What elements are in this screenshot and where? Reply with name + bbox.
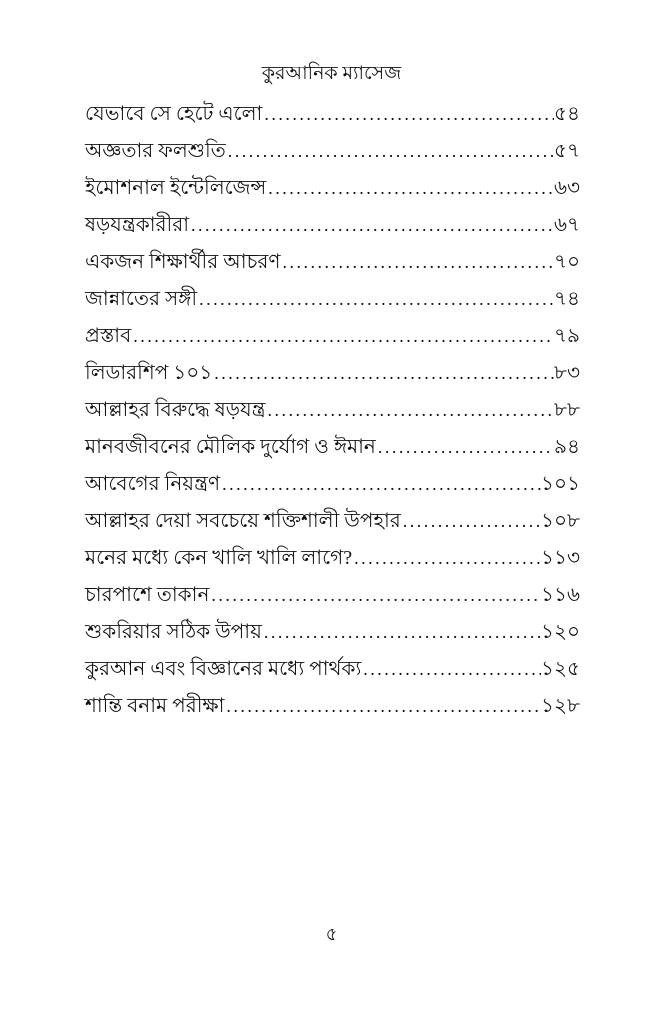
toc-entry — [85, 251, 580, 274]
toc-entry — [85, 399, 580, 422]
dot-leader — [265, 399, 554, 422]
toc-entry-title: প্রস্তাব — [85, 325, 132, 347]
toc-entry-title: লিডারশিপ ১০১ — [85, 362, 213, 384]
dot-leader — [281, 251, 554, 274]
toc-entry-page: ৫৭ — [554, 140, 580, 162]
toc-entry-title: মানবজীবনের মৌলিক দুর্যোগ ও ঈমান — [85, 436, 376, 458]
dot-leader — [226, 140, 554, 163]
dot-leader — [361, 658, 541, 681]
toc-entry — [85, 658, 580, 681]
toc-entry — [85, 214, 580, 237]
toc-entry — [85, 510, 580, 533]
toc-entry-title: আল্লাহর বিরুদ্ধে ষড়যন্ত্র — [85, 399, 266, 421]
toc-entry — [85, 325, 580, 348]
toc-entry — [85, 140, 580, 163]
dot-leader — [266, 177, 554, 200]
toc-entry-title: মনের মধ্যে কেন খালি খালি লাগে? — [85, 547, 353, 569]
dot-leader — [189, 214, 554, 237]
toc-entry-page: ৭৯ — [554, 325, 580, 347]
toc-entry-page: ৫৪ — [554, 103, 580, 125]
toc-entry-page: ৮৮ — [554, 399, 580, 421]
toc-entry-page: ১০৮ — [541, 510, 580, 532]
toc-entry-page: ১১৬ — [541, 584, 580, 606]
dot-leader — [224, 695, 541, 718]
toc-entry-title: কুরআন এবং বিজ্ঞানের মধ্যে পার্থক্য — [85, 658, 362, 680]
toc-entry — [85, 621, 580, 644]
toc-entry-page: ১২০ — [541, 621, 580, 643]
toc-entry-title: শান্তি বনাম পরীক্ষা — [85, 695, 225, 717]
toc-entry-page: ৭০ — [553, 251, 580, 273]
toc-entry-page: ১২৮ — [541, 695, 580, 717]
toc-entry-page: ৭৪ — [554, 288, 580, 310]
toc-entry-page: ৬৩ — [553, 177, 580, 199]
toc-entry — [85, 473, 580, 496]
toc-entry — [85, 584, 580, 607]
dot-leader — [262, 103, 554, 126]
toc-entry-title: ইমোশনাল ইন্টেলিজেন্স — [85, 177, 267, 199]
toc-entry-title: জান্নাতের সঙ্গী — [85, 288, 198, 310]
toc-entry-title: আল্লাহর দেয়া সবচেয়ে শক্তিশালী উপহার — [85, 510, 401, 532]
toc-entry-title: ষড়যন্ত্রকারীরা — [85, 214, 190, 236]
toc-entry — [85, 547, 580, 570]
toc-entry-page: ১০১ — [541, 473, 580, 495]
toc-entry-page: ১২৫ — [541, 658, 580, 680]
toc-entry — [85, 288, 580, 311]
dot-leader — [131, 325, 554, 348]
toc-entry-page: ১১৩ — [541, 547, 580, 569]
footer-page-number: ৫ — [325, 924, 338, 944]
toc-entry — [85, 103, 580, 126]
toc-list — [85, 103, 580, 718]
toc-entry-title: যেভাবে সে হেটে এলো — [85, 103, 263, 125]
toc-entry-title: চারপাশে তাকান — [85, 584, 210, 606]
toc-entry — [85, 695, 580, 718]
dot-leader — [352, 547, 541, 570]
toc-entry-page: ৬৭ — [553, 214, 580, 236]
dot-leader — [197, 288, 554, 311]
toc-entry-page: ৯৪ — [554, 436, 580, 458]
toc-entry-title: একজন শিক্ষার্থীর আচরণ — [85, 251, 281, 273]
dot-leader — [401, 510, 541, 533]
toc-entry-title: শুকরিয়ার সঠিক উপায় — [85, 621, 262, 643]
dot-leader — [220, 473, 541, 496]
toc-entry-page: ৮৩ — [554, 362, 580, 384]
dot-leader — [209, 584, 541, 607]
toc-entry — [85, 362, 580, 385]
dot-leader — [212, 362, 554, 385]
page-title: কুরআনিক ম্যাসেজ — [261, 63, 402, 84]
dot-leader — [376, 436, 554, 459]
dot-leader — [262, 621, 541, 644]
toc-entry — [85, 436, 580, 459]
toc-entry-title: আবেগের নিয়ন্ত্রণ — [85, 473, 221, 495]
toc-entry — [85, 177, 580, 200]
toc-entry-title: অজ্ঞতার ফলশুতি — [85, 140, 226, 162]
